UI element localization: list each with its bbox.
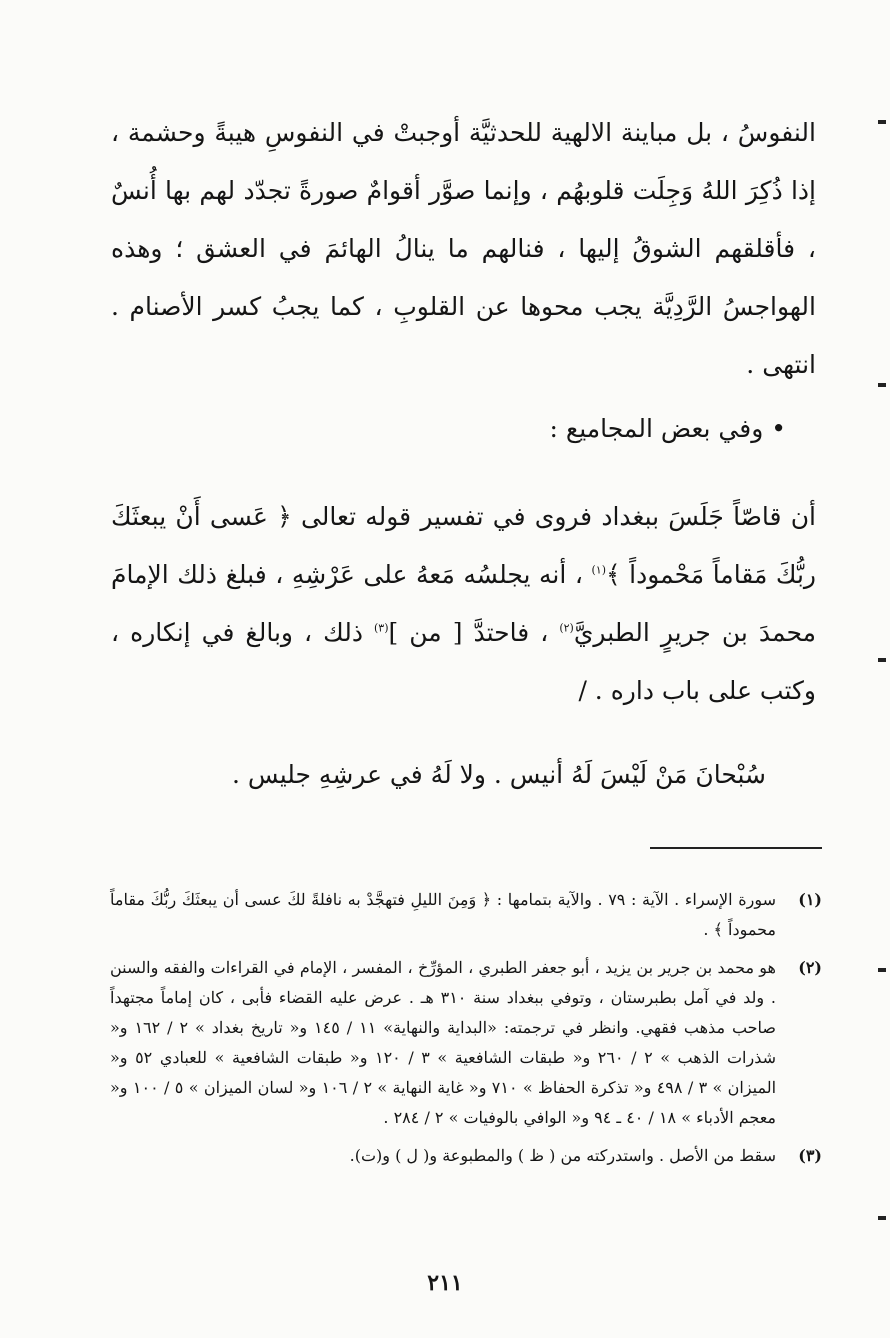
paragraph-3-part-c: ، فاحتدَّ [ من ] bbox=[388, 618, 560, 647]
paragraph-1: النفوسُ ، بل مباينة الالهية للحدثيَّة أوجبتْ في النفوسِ هيبةً وحشمة ، إذا ذُكِرَ اللهُ وَجِلَت قلوبهُم ، وإنما صوَّر أقوامٌ صورةً تجدّد لهم بها أُنسٌ ، فأقلقهم الشوقُ إليها ، فنالهم ما ينالُ الهائمَ في العشق ؛ وهذه الهواجسُ الرَّدِيَّة يجب محوها عن القلوبِ ، كما يجبُ كسر الأصنام . انتهى . bbox=[111, 118, 816, 379]
margin-mark bbox=[878, 968, 886, 972]
paragraph-2 bbox=[111, 400, 816, 458]
paragraph-3-part-d: ذلك ، وبالغ في إنكاره ، وكتب على باب داره . / bbox=[111, 618, 816, 705]
margin-mark bbox=[878, 1216, 886, 1220]
footnote-number: (٣) bbox=[798, 1146, 822, 1165]
footnote-text: سورة الإسراء . الآية : ٧٩ . والآية بتمامها : ﴿ وَمِنَ الليلِ فتهجَّدْ به نافلةً لكَ عسى أن يبعثَكَ ربُّكَ مقاماً محموداً ﴾ . bbox=[110, 890, 777, 939]
footnote-ref-2[interactable]: (٢) bbox=[559, 621, 574, 635]
footnote-separator bbox=[650, 847, 822, 849]
verse-line: سُبْحانَ مَنْ لَيْسَ لَهُ أنيس . ولا لَهُ في عرشِهِ جليس . bbox=[231, 760, 766, 789]
footnote-1 bbox=[110, 885, 822, 945]
paragraph-3-part-a: أن قاصّاً جَلَسَ ببغداد فروى في تفسير قوله تعالى ﴿ عَسى أَنْ يبعثَكَ ربُّكَ مَقاماً مَحْموداً ﴾ bbox=[111, 502, 816, 589]
footnotes bbox=[110, 885, 822, 1179]
paragraph-3 bbox=[111, 488, 816, 720]
margin-mark bbox=[878, 383, 886, 387]
margin-mark bbox=[878, 120, 886, 124]
footnote-text: هو محمد بن جرير بن يزيد ، أبو جعفر الطبري ، المؤرِّخ ، المفسر ، الإمام في القراءات والفقه والسنن . ولد في آمل بطبرستان ، وتوفي ببغداد سنة ٣١٠ هـ . عرض عليه القضاء فأبى ، كان إماماً مجتهداً صاحب مذهب فقهي. وانظر في ترجمته: «البداية والنهاية» ١١ / ١٤٥ و« تاريخ بغداد » ٢ / ١٦٢ و« شذرات الذهب » ٢ / ٢٦٠ و« طبقات الشافعية » ٣ / ١٢٠ و« طبقات الشافعية » للعبادي ٥٢ و« الميزان » ٣ / ٤٩٨ و« تذكرة الحفاظ » ٧١٠ و« غاية النهاية » ٢ / ١٠٦ و« لسان الميزان » ٥ / ١٠٠ و« معجم الأدباء » ١٨ / ٤٠ ـ ٩٤ و« الوافي بالوفيات » ٢ / ٢٨٤ . bbox=[110, 958, 777, 1127]
book-page bbox=[110, 0, 822, 1338]
footnote-ref-1[interactable]: (١) bbox=[591, 563, 606, 577]
footnote-number: (١) bbox=[798, 890, 822, 909]
footnote-text: سقط من الأصل . واستدركته من ( ظ ) والمطبوعة و( ل ) و(ت). bbox=[349, 1146, 776, 1165]
footnote-ref-3[interactable]: (٣) bbox=[373, 621, 389, 635]
margin-mark bbox=[878, 658, 886, 662]
footnote-2 bbox=[110, 953, 822, 1133]
footnote-number: (٢) bbox=[798, 958, 822, 977]
section-heading: • وفي بعض المجاميع : bbox=[549, 414, 786, 443]
footnote-3 bbox=[110, 1141, 822, 1171]
page-number: ٢١١ bbox=[427, 1270, 463, 1296]
main-text bbox=[111, 104, 816, 804]
paragraph-3-part-b: ، أنه يجلسُه مَعهُ على عَرْشِهِ ، فبلغ ذلك الإمامَ محمدَ بن جريرٍ الطبريَّ bbox=[111, 560, 816, 647]
